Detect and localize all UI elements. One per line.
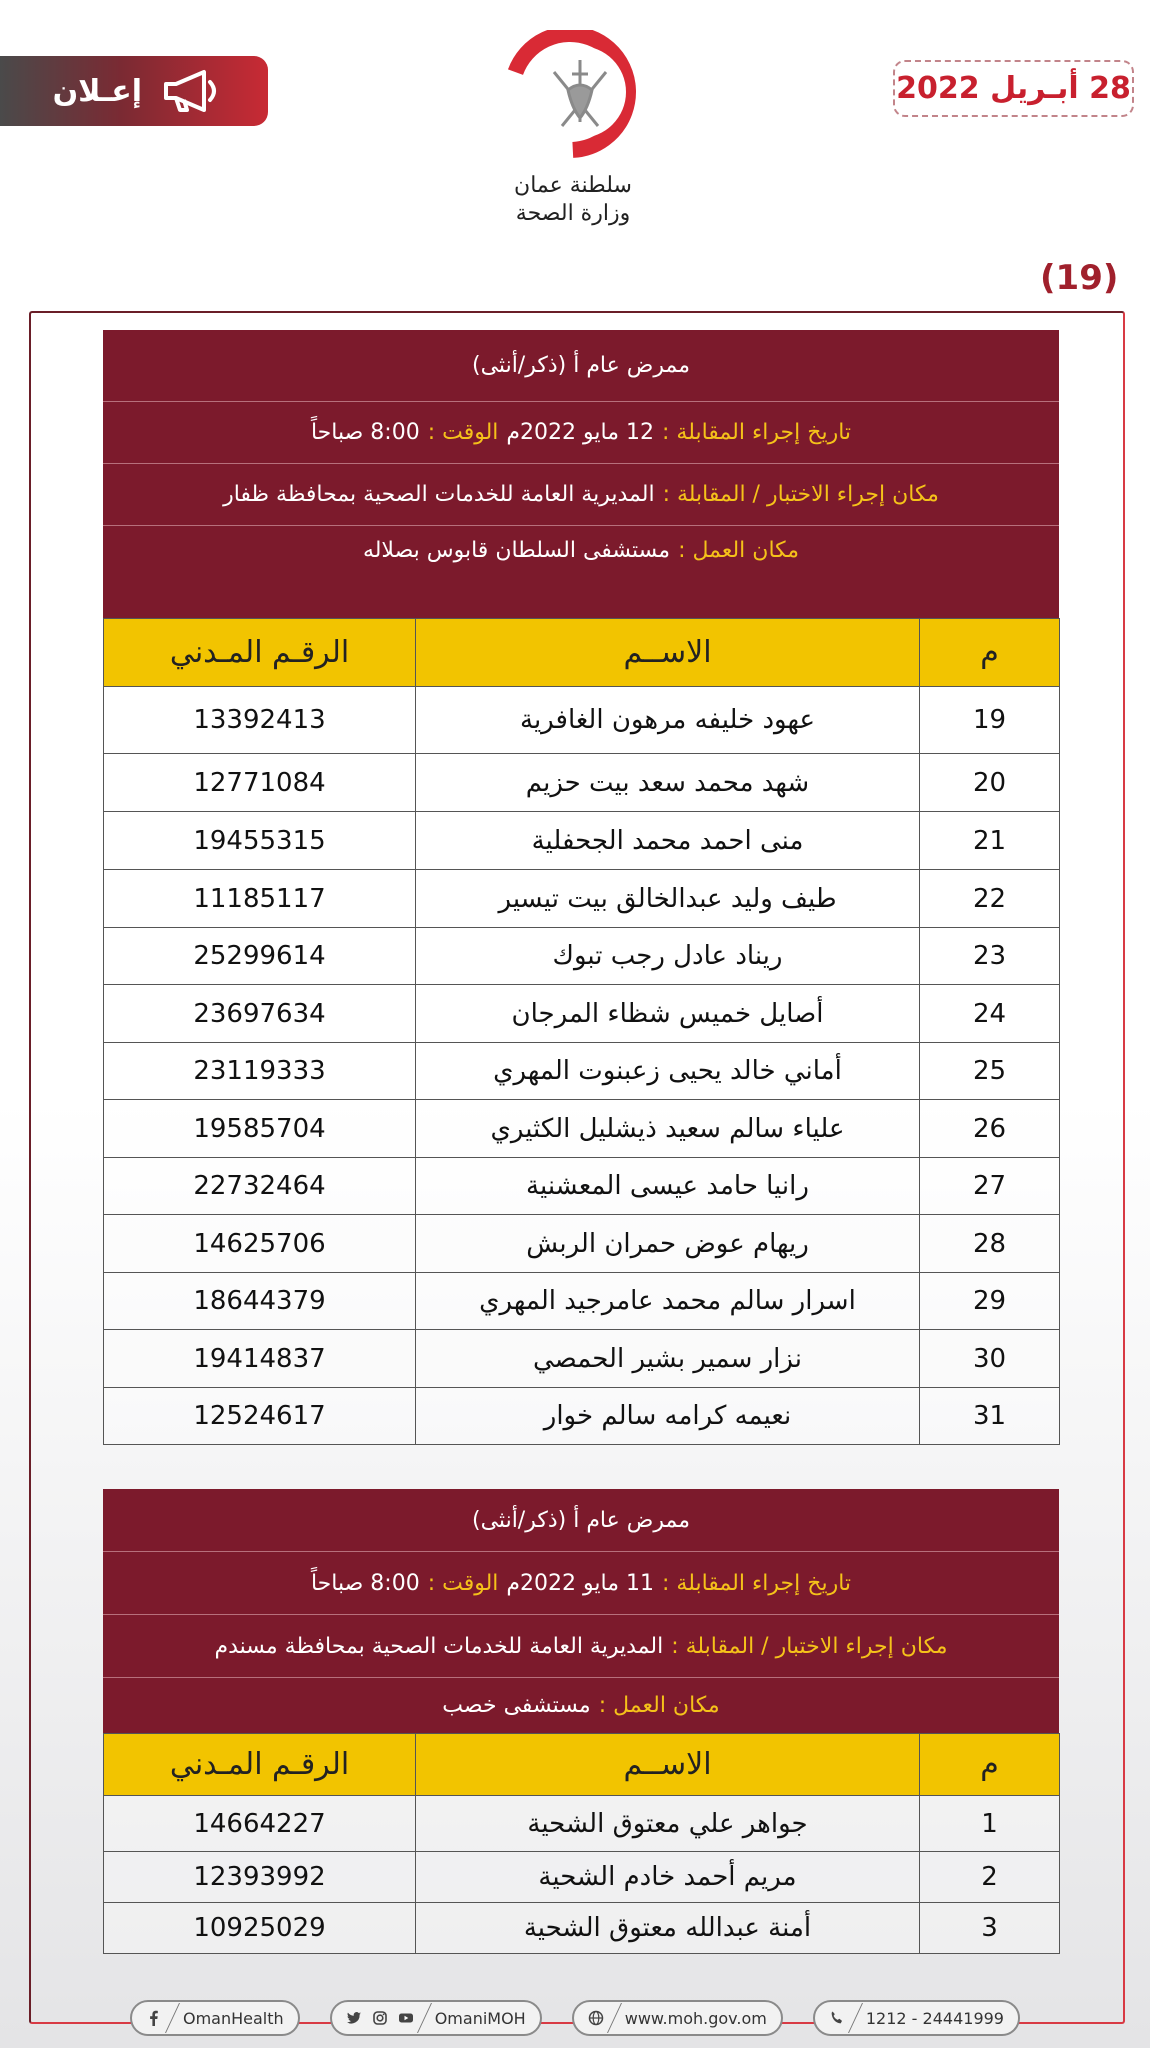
section-block-2 xyxy=(103,1489,1059,1954)
table-row xyxy=(104,754,1060,812)
candidate-name: مريم أحمد خادم الشحية xyxy=(416,1852,920,1903)
candidates-table-1 xyxy=(103,618,1060,1445)
civil-id: 11185117 xyxy=(104,870,416,928)
row-number: 20 xyxy=(920,754,1060,812)
civil-id: 19414837 xyxy=(104,1330,416,1388)
venue-row: مكان إجراء الاختبار / المقابلة : المديرية العامة للخدمات الصحية بمحافظة مسندم xyxy=(103,1615,1059,1678)
civil-id: 12393992 xyxy=(104,1852,416,1903)
table-row xyxy=(104,1903,1060,1954)
phone-link[interactable]: 1212 - 24441999 xyxy=(813,2000,1020,2036)
table-row xyxy=(104,1043,1060,1100)
table-row xyxy=(104,1852,1060,1903)
interview-date-row: تاريخ إجراء المقابلة : 11 مايو 2022م الوقت : 8:00 صباحاً xyxy=(103,1552,1059,1615)
interview-date-row: تاريخ إجراء المقابلة : 12 مايو 2022م الوقت : 8:00 صباحاً xyxy=(103,402,1059,464)
row-number: 2 xyxy=(920,1852,1060,1903)
row-number: 31 xyxy=(920,1388,1060,1445)
civil-id: 13392413 xyxy=(104,687,416,754)
divider xyxy=(417,2003,432,2033)
job-title: ممرض عام أ (ذكر/أنثى) xyxy=(103,330,1059,402)
row-number: 30 xyxy=(920,1330,1060,1388)
row-number: 25 xyxy=(920,1043,1060,1100)
civil-id: 19455315 xyxy=(104,812,416,870)
civil-id: 12524617 xyxy=(104,1388,416,1445)
candidate-name: أصايل خميس شظاء المرجان xyxy=(416,985,920,1043)
civil-id: 18644379 xyxy=(104,1273,416,1330)
row-number: 29 xyxy=(920,1273,1060,1330)
page-number: (19) xyxy=(1040,258,1119,298)
row-number: 26 xyxy=(920,1100,1060,1158)
column-header-civil-id: الرقـم المـدني xyxy=(104,1734,416,1796)
ministry-line2: وزارة الصحة xyxy=(515,201,631,226)
candidate-name: رانيا حامد عيسى المعشنية xyxy=(416,1158,920,1215)
table-row xyxy=(104,928,1060,985)
candidates-table-2 xyxy=(103,1733,1060,1954)
row-number: 22 xyxy=(920,870,1060,928)
announcement-label: إعـلان xyxy=(52,73,142,109)
row-number: 3 xyxy=(920,1903,1060,1954)
civil-id: 23697634 xyxy=(104,985,416,1043)
civil-id: 14664227 xyxy=(104,1796,416,1852)
divider xyxy=(165,2003,180,2033)
column-header-number: م xyxy=(920,1734,1060,1796)
job-title: ممرض عام أ (ذكر/أنثى) xyxy=(103,1489,1059,1552)
candidate-name: منى احمد محمد الجحفلية xyxy=(416,812,920,870)
row-number: 27 xyxy=(920,1158,1060,1215)
social-links[interactable]: OmaniMOH xyxy=(330,2000,542,2036)
table-row xyxy=(104,1215,1060,1273)
section-header xyxy=(103,330,1059,618)
divider xyxy=(848,2003,863,2033)
civil-id: 25299614 xyxy=(104,928,416,985)
candidate-name: ريناد عادل رجب تبوك xyxy=(416,928,920,985)
facebook-link[interactable]: OmanHealth xyxy=(130,2000,300,2036)
row-number: 28 xyxy=(920,1215,1060,1273)
candidate-name: عهود خليفه مرهون الغافرية xyxy=(416,687,920,754)
table-row xyxy=(104,812,1060,870)
table-row xyxy=(104,870,1060,928)
footer-contacts xyxy=(130,1998,1020,2038)
table-row xyxy=(104,985,1060,1043)
table-row xyxy=(104,1796,1060,1852)
table-row xyxy=(104,1158,1060,1215)
candidate-name: نعيمه كرامه سالم خوار xyxy=(416,1388,920,1445)
row-number: 24 xyxy=(920,985,1060,1043)
column-header-name: الاســم xyxy=(416,619,920,687)
candidate-name: ريهام عوض حمران الربش xyxy=(416,1215,920,1273)
civil-id: 12771084 xyxy=(104,754,416,812)
candidate-name: اسرار سالم محمد عامرجيد المهري xyxy=(416,1273,920,1330)
candidate-name: علياء سالم سعيد ذيشليل الكثيري xyxy=(416,1100,920,1158)
divider xyxy=(607,2003,622,2033)
candidate-name: أمنة عبدالله معتوق الشحية xyxy=(416,1903,920,1954)
section-block-1 xyxy=(103,330,1059,1445)
row-number: 21 xyxy=(920,812,1060,870)
website-link[interactable]: www.moh.gov.om xyxy=(572,2000,783,2036)
announcement-banner xyxy=(0,56,268,126)
table-row xyxy=(104,1273,1060,1330)
row-number: 19 xyxy=(920,687,1060,754)
table-row xyxy=(104,1330,1060,1388)
ministry-logo xyxy=(488,30,658,230)
workplace-row: مكان العمل : مستشفى خصب xyxy=(442,1693,720,1718)
venue-row: مكان إجراء الاختبار / المقابلة : المديرية العامة للخدمات الصحية بمحافظة ظفار xyxy=(103,464,1059,526)
youtube-icon xyxy=(398,2010,414,2026)
candidate-name: طيف وليد عبدالخالق بيت تيسير xyxy=(416,870,920,928)
candidate-name: جواهر علي معتوق الشحية xyxy=(416,1796,920,1852)
twitter-icon xyxy=(346,2010,362,2026)
civil-id: 23119333 xyxy=(104,1043,416,1100)
megaphone-icon xyxy=(162,68,224,114)
table-row xyxy=(104,1388,1060,1445)
section-header xyxy=(103,1489,1059,1733)
column-header-number: م xyxy=(920,619,1060,687)
candidate-name: نزار سمير بشير الحمصي xyxy=(416,1330,920,1388)
globe-icon xyxy=(588,2010,604,2026)
table-row xyxy=(104,1100,1060,1158)
facebook-icon xyxy=(146,2010,162,2026)
row-number: 1 xyxy=(920,1796,1060,1852)
row-number: 23 xyxy=(920,928,1060,985)
announcement-date: 28 أبـريل 2022 xyxy=(893,60,1134,117)
candidate-name: أماني خالد يحيى زعبنوت المهري xyxy=(416,1043,920,1100)
column-header-name: الاســم xyxy=(416,1734,920,1796)
table-row xyxy=(104,687,1060,754)
ministry-line1: سلطنة عمان xyxy=(514,173,632,198)
column-header-civil-id: الرقـم المـدني xyxy=(104,619,416,687)
workplace-row: مكان العمل : مستشفى السلطان قابوس بصلاله xyxy=(362,538,800,563)
civil-id: 10925029 xyxy=(104,1903,416,1954)
candidate-name: شهد محمد سعد بيت حزيم xyxy=(416,754,920,812)
phone-icon xyxy=(829,2010,845,2026)
civil-id: 19585704 xyxy=(104,1100,416,1158)
civil-id: 22732464 xyxy=(104,1158,416,1215)
civil-id: 14625706 xyxy=(104,1215,416,1273)
instagram-icon xyxy=(372,2010,388,2026)
